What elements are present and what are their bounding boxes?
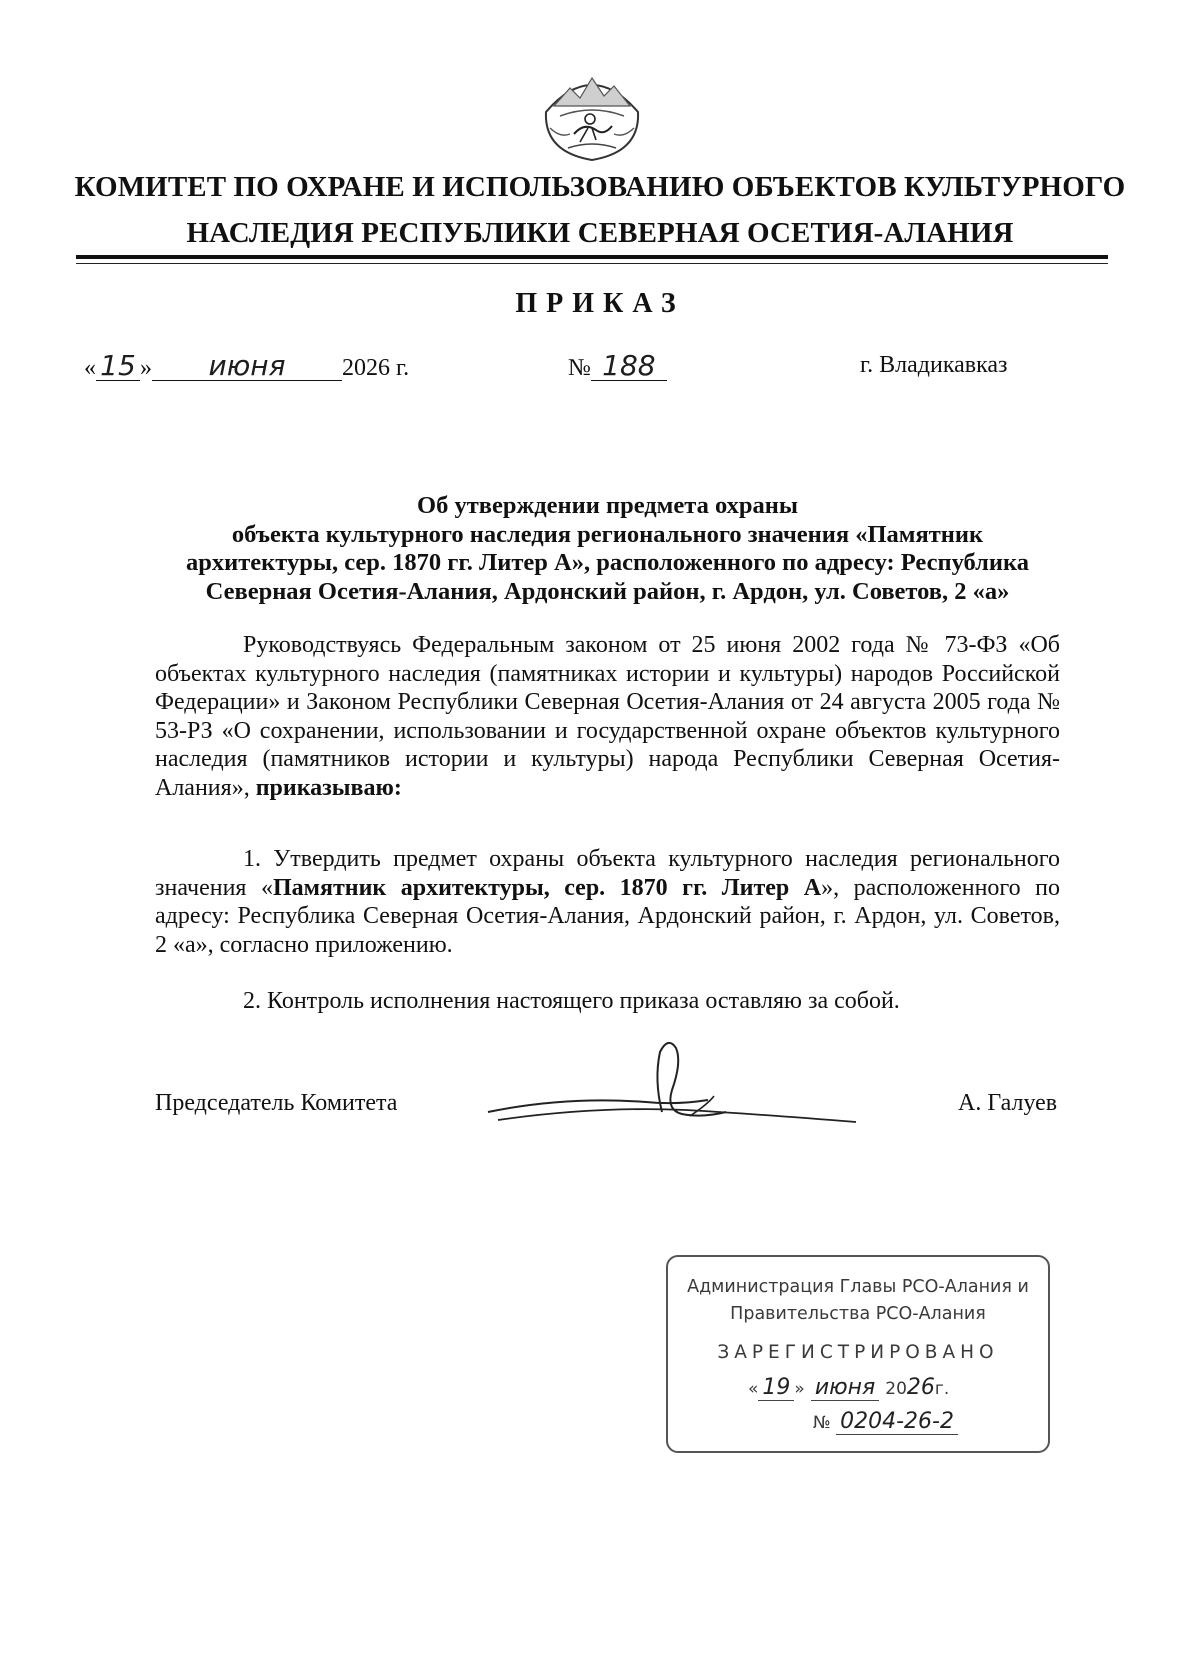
order-year: 2026 г. (342, 355, 410, 381)
stamp-registered-label: ЗАРЕГИСТРИРОВАНО (717, 1342, 999, 1363)
organization-title (0, 164, 1200, 256)
order-date-row (0, 349, 1200, 392)
date-quote-close: » (140, 355, 152, 381)
order-date (84, 349, 410, 382)
order-number (568, 349, 667, 382)
signatory-position: Председатель Комитета (155, 1090, 398, 1116)
organization-title-line-2: НАСЛЕДИЯ РЕСПУБЛИКИ СЕВЕРНАЯ ОСЕТИЯ-АЛАНИЯ (186, 217, 1014, 249)
preamble-paragraph (155, 631, 1060, 803)
order-heading-line-1: Об утверждении предмета охраны (417, 492, 798, 519)
order-item-1-end: », расположенного по адресу: Республика Северная Осетия-Алания, Ардонский район, г. Ардон, ул. Советов, 2 «а», согласно приложению. (155, 874, 1060, 958)
stamp-number (813, 1409, 958, 1434)
order-heading-line-3: архитектуры, сер. 1870 гг. Литер А», расположенного по адресу: Республика (185, 549, 1030, 576)
stamp-date-suffix: г. (934, 1379, 950, 1399)
order-number-prefix: № (568, 355, 591, 381)
header-divider-thin (76, 263, 1108, 264)
order-heading-line-2: объекта культурного наследия регионального значения «Памятник (231, 520, 984, 548)
order-item-1-object-name: Памятник архитектуры, сер. 1870 гг. Литер А (272, 874, 822, 901)
order-heading (155, 492, 1060, 606)
order-month: июня (152, 352, 342, 381)
stamp-date-year-suffix: 26 (906, 1375, 935, 1400)
preamble-text: Руководствуясь Федеральным законом от 25 июня 2002 года № 73-ФЗ «Об объектах культурного наследия (памятниках истории и культуры) народов Российской Федерации» и Законом Республики Северная Осетия-Алания от 24 августа 2005 года № 53-РЗ «О сохранении, использовании и государственной охране объектов культурного наследия (памятников истории и культуры) народа Республики Северная Осетия-Алания», (155, 632, 1060, 801)
document-type: ПРИКАЗ (515, 288, 685, 319)
stamp-date (748, 1375, 949, 1400)
order-heading-line-4: Северная Осетия-Алания, Ардонский район, г. Ардон, ул. Советов, 2 «а» (205, 577, 1010, 605)
stamp-number-value: 0204-26-2 (836, 1409, 958, 1435)
stamp-date-day: 19 (758, 1375, 794, 1401)
order-day: 15 (96, 352, 140, 381)
registration-stamp (666, 1255, 1050, 1453)
date-quote-open: « (84, 355, 96, 381)
stamp-date-prefix: « (748, 1379, 759, 1399)
stamp-line-1: Администрация Главы РСО-Алания и (687, 1277, 1029, 1297)
order-city: г. Владикавказ (860, 352, 1008, 378)
order-item-2: 2. Контроль исполнения настоящего приказа оставляю за собой. (243, 988, 900, 1014)
stamp-date-year-prefix: 20 (885, 1379, 907, 1399)
order-item-1 (155, 845, 1060, 959)
preamble-order-word: приказываю: (255, 774, 402, 801)
stamp-date-month: июня (811, 1375, 879, 1401)
stamp-date-mid: » (794, 1379, 805, 1399)
handwritten-signature (476, 1034, 876, 1139)
stamp-number-prefix: № (813, 1413, 831, 1433)
republic-emblem-icon (540, 64, 644, 164)
order-item-1-start: 1. Утвердить предмет охраны объекта культурного наследия регионального значения « (155, 846, 1060, 901)
organization-title-line-1: КОМИТЕТ ПО ОХРАНЕ И ИСПОЛЬЗОВАНИЮ ОБЪЕКТОВ КУЛЬТУРНОГО (74, 171, 1126, 203)
signatory-name: А. Галуев (958, 1090, 1058, 1116)
header-divider (76, 255, 1108, 259)
order-number-value: 188 (591, 352, 667, 381)
stamp-line-2: Правительства РСО-Алания (730, 1304, 986, 1324)
